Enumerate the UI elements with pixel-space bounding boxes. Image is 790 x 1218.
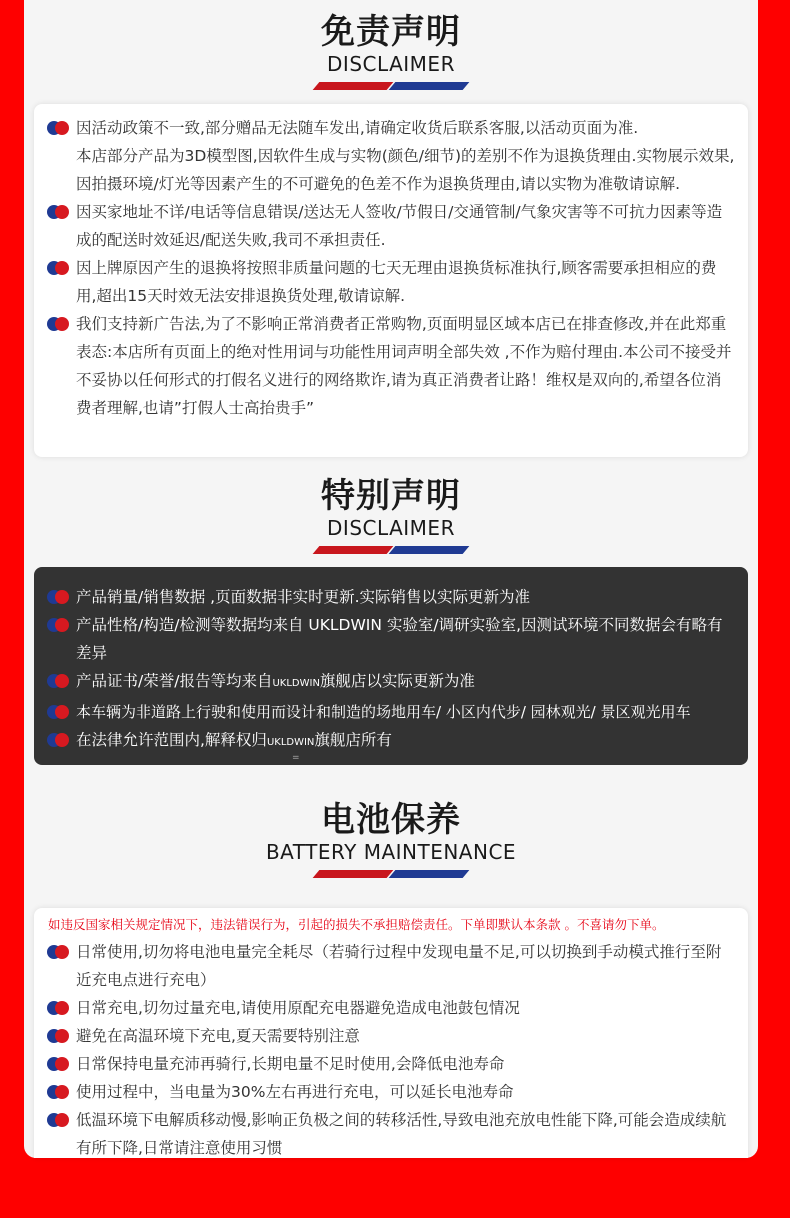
special-disclaimer-heading — [24, 476, 758, 554]
list-item: 避免在高温环境下充电,夏天需要特别注意 — [46, 1022, 736, 1050]
list-item: 我们支持新广告法,为了不影响正常消费者正常购物,页面明显区域本店已在排查修改,并在此郑重表态:本店所有页面上的绝对性用词与功能性用词声明全部失效 ,不作为赔付理由.本公司不接受并不妥协以任何形式的打假名义进行的网络欺诈,请为真正消费者让路！维权是双向的,希望各位消费者理解,也请”打假人士高抬贵手” — [46, 310, 736, 422]
special-title-cn: 特别声明 — [321, 476, 461, 516]
bullet-dot-icon — [47, 1001, 69, 1015]
battery-card — [34, 908, 748, 1158]
bullet-dot-icon — [47, 674, 69, 688]
battery-title-cn: 电池保养 — [321, 800, 461, 840]
bullet-dot-icon — [47, 121, 69, 135]
list-item: 日常充电,切勿过量充电,请使用原配充电器避免造成电池鼓包情况 — [46, 994, 736, 1022]
disclaimer-heading — [24, 12, 758, 90]
list-item: 日常使用,切勿将电池电量完全耗尽（若骑行过程中发现电量不足,可以切换到手动模式推行至附近充电点进行充电） — [46, 938, 736, 994]
list-item: 产品性格/构造/检测等数据均来自 UKLDWIN 实验室/调研实验室,因测试环境不同数据会有略有差异 — [46, 611, 736, 667]
disclaimer-title-en: DISCLAIMER — [327, 52, 455, 76]
heading-stripe — [316, 546, 466, 554]
bullet-dot-icon — [47, 205, 69, 219]
list-item: 在法律允许范围内,解释权归UKLDWIN旗舰店所有 — [46, 726, 736, 757]
bullet-dot-icon — [47, 705, 69, 719]
bullet-dot-icon — [47, 590, 69, 604]
list-item: 使用过程中，当电量为30%左右再进行充电，可以延长电池寿命 — [46, 1078, 736, 1106]
heading-stripe — [316, 870, 466, 878]
warning-notice: 如违反国家相关规定情况下，违法错误行为，引起的损失不承担赔偿责任。下单即默认本条款 。不喜请勿下单。 — [48, 917, 665, 932]
brand-name: UKLDWIN — [272, 678, 320, 689]
bullet-dot-icon — [47, 1029, 69, 1043]
battery-heading — [24, 800, 758, 878]
list-item: 低温环境下电解质移动慢,影响正负极之间的转移活性,导致电池充放电性能下降,可能会造成续航有所下降,日常请注意使用习惯 — [46, 1106, 736, 1162]
disclaimer-card — [34, 104, 748, 457]
bullet-dot-icon — [47, 733, 69, 747]
list-item: 因活动政策不一致,部分赠品无法随车发出,请确定收货后联系客服,以活动页面为准. — [46, 114, 736, 142]
bullet-dot-icon — [47, 261, 69, 275]
content-sheet — [24, 0, 758, 1158]
bullet-dot-icon — [47, 317, 69, 331]
brand-name: UKLDWIN — [266, 737, 315, 748]
special-disclaimer-card — [34, 567, 748, 765]
bullet-dot-icon — [47, 1085, 69, 1099]
list-item: 产品证书/荣誉/报告等均来自UKLDWIN旗舰店以实际更新为准 — [46, 667, 736, 698]
bullet-dot-icon — [47, 1057, 69, 1071]
list-item: 日常保持电量充沛再骑行,长期电量不足时使用,会降低电池寿命 — [46, 1050, 736, 1078]
small-mark: = — [292, 753, 300, 763]
bullet-dot-icon — [47, 1113, 69, 1127]
list-item: 本车辆为非道路上行驶和使用而设计和制造的场地用车/ 小区内代步/ 园林观光/ 景区观光用车 — [46, 698, 736, 726]
battery-title-en: BATTERY MAINTENANCE — [265, 840, 517, 864]
list-item: 因买家地址不详/电话等信息错误/送达无人签收/节假日/交通管制/气象灾害等不可抗力因素等造成的配送时效延迟/配送失败,我司不承担责任. — [46, 198, 736, 254]
special-title-en: DISCLAIMER — [327, 516, 455, 540]
bullet-dot-icon — [47, 618, 69, 632]
disclaimer-title-cn: 免责声明 — [321, 12, 461, 52]
heading-stripe — [316, 82, 466, 90]
list-item: 因上牌原因产生的退换将按照非质量问题的七天无理由退换货标准执行,顾客需要承担相应的费用,超出15天时效无法安排退换货处理,敬请谅解. — [46, 254, 736, 310]
bullet-dot-icon — [47, 945, 69, 959]
list-item: 本店部分产品为3D模型图,因软件生成与实物(颜色/细节)的差别不作为退换货理由.实物展示效果,因拍摄环境/灯光等因素产生的不可避免的色差不作为退换货理由,请以实物为准敬请谅解. — [76, 147, 735, 193]
list-item: 产品销量/销售数据 ,页面数据非实时更新.实际销售以实际更新为准 — [46, 583, 736, 611]
